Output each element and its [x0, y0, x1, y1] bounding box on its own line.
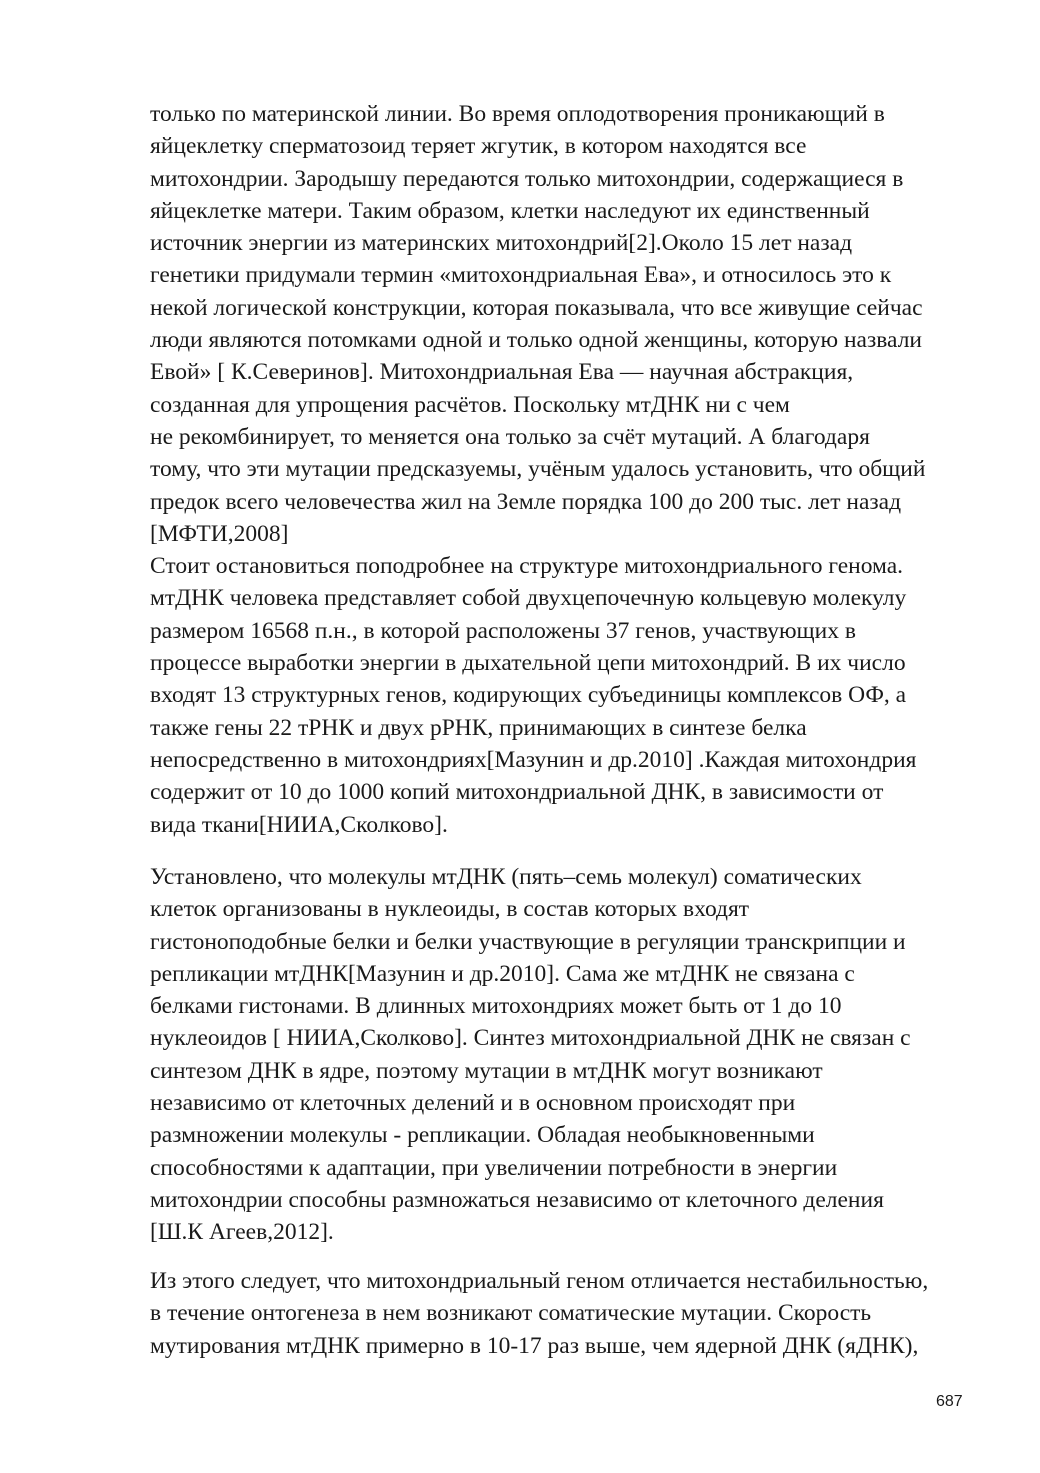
text-line: Из этого следует, что митохондриальный геном отличается нестабильностью, [150, 1268, 929, 1294]
text-line: способностями к адаптации, при увеличении потребности в энергии [150, 1154, 838, 1181]
text-line: белками гистонами. В длинных митохондриях может быть от 1 до 10 [150, 993, 842, 1020]
text-line: мтДНК человека представляет собой двухцепочечную кольцевую молекулу [150, 585, 907, 612]
text-line: независимо от клеточных делений и в основном происходят при [150, 1090, 796, 1117]
text-line: также гены 22 тРНК и двух рРНК, принимающих в синтезе белка [150, 714, 807, 741]
text-line: яйцеклетку сперматозоид теряет жгутик, в котором находятся все [150, 133, 807, 160]
text-line: только по материнской линии. Во время оплодотворения проникающий в [150, 101, 885, 127]
text-line: синтезом ДНК в ядре, поэтому мутации в мтДНК могут возникают [150, 1057, 823, 1084]
text-line: яйцеклетке матери. Таким образом, клетки наследуют их единственный [150, 197, 870, 224]
text-line: созданная для упрощения расчётов. Поскольку мтДНК ни с чем [150, 391, 790, 418]
text-line: в течение онтогенеза в нем возникают соматические мутации. Скорость [150, 1300, 872, 1327]
text-line: вида ткани[НИИА,Сколково]. [150, 811, 448, 838]
text-line: люди являются потомками одной и только одной женщины, которую назвали [150, 327, 923, 354]
text-line: нуклеоидов [ НИИА,Сколково]. Синтез митохондриальной ДНК не связан с [150, 1025, 911, 1052]
text-line: [МФТИ,2008] [150, 520, 289, 547]
page-number: 687 [936, 1393, 963, 1410]
text-line: клеток организованы в нуклеоиды, в состав которых входят [150, 896, 750, 923]
text-line: тому, что эти мутации предсказуемы, учёным удалось установить, что общий [150, 456, 926, 483]
text-line: процессе выработки энергии в дыхательной цепи митохондрий. В их число [150, 650, 906, 677]
text-line: некой логической конструкции, которая показывала, что все живущие сейчас [150, 294, 923, 321]
text-line: содержит от 10 до 1000 копий митохондриальной ДНК, в зависимости от [150, 779, 884, 806]
text-line: непосредственно в митохондриях[Мазунин и др.2010] .Каждая митохондрия [150, 746, 917, 773]
text-line: Стоит остановиться поподробнее на структуре митохондриального генома. [150, 553, 904, 580]
paragraph-2 [150, 861, 990, 1249]
text-line: генетики придумали термин «митохондриальная Ева», и относилось это к [150, 262, 892, 289]
text-line: источник энергии из материнских митохондрий[2].Около 15 лет назад [150, 230, 853, 257]
text-line: размером 16568 п.н., в которой расположены 37 генов, участвующих в [150, 617, 856, 644]
text-line: Установлено, что молекулы мтДНК (пять–семь молекул) соматических [150, 864, 862, 890]
text-line: предок всего человечества жил на Земле порядка 100 до 200 тыс. лет назад [150, 488, 902, 515]
text-line: митохондрии способны размножаться независимо от клеточного деления [150, 1186, 884, 1213]
paragraph-1 [150, 98, 990, 841]
text-line: [Ш.К Агеев,2012]. [150, 1219, 334, 1246]
text-line: гистоноподобные белки и белки участвующие в регуляции транскрипции и [150, 928, 906, 955]
text-line: Евой» [ К.Северинов]. Митохондриальная Ева — научная абстракция, [150, 359, 854, 386]
text-line: размножении молекулы - репликации. Обладая необыкновенными [150, 1122, 815, 1149]
paragraph-3 [150, 1265, 990, 1362]
text-line: мутирования мтДНК примерно в 10-17 раз выше, чем ядерной ДНК (яДНК), [150, 1332, 919, 1359]
text-line: репликации мтДНК[Мазунин и др.2010]. Сама же мтДНК не связана с [150, 960, 855, 987]
text-line: митохондрии. Зародышу передаются только митохондрии, содержащиеся в [150, 165, 904, 192]
text-line: входят 13 структурных генов, кодирующих субъединицы комплексов ОФ, а [150, 682, 907, 709]
text-line: не рекомбинирует, то меняется она только за счёт мутаций. А благодаря [150, 423, 870, 450]
